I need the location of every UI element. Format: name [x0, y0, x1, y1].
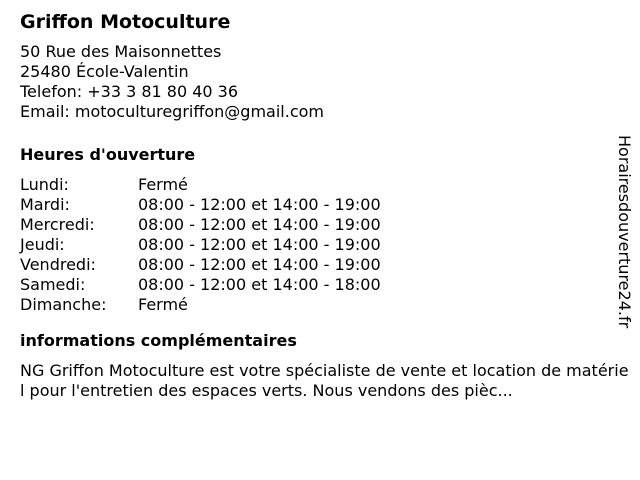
hours-row-tuesday [20, 195, 632, 215]
hours-table [20, 175, 632, 315]
hours-day: Samedi: [20, 275, 86, 294]
hours-time: 08:00 - 12:00 et 14:00 - 18:00 [138, 275, 381, 294]
hours-time: Fermé [138, 175, 188, 194]
hours-row-sunday [20, 295, 632, 315]
hours-row-saturday [20, 275, 632, 295]
hours-row-friday [20, 255, 632, 275]
hours-day: Vendredi: [20, 255, 96, 274]
hours-row-monday [20, 175, 632, 195]
hours-row-thursday [20, 235, 632, 255]
hours-day: Mardi: [20, 195, 70, 214]
phone-line: Telefon: +33 3 81 80 40 36 [20, 82, 239, 101]
hours-day: Mercredi: [20, 215, 95, 234]
hours-time: 08:00 - 12:00 et 14:00 - 19:00 [138, 255, 381, 274]
hours-day: Jeudi: [20, 235, 65, 254]
hours-row-wednesday [20, 215, 632, 235]
info-description: NG Griffon Motoculture est votre spécialiste de vente et location de matériel pour l'entretien des espaces verts. Nous vendons des pièc... [20, 361, 629, 400]
email-line: Email: motoculturegriffon@gmail.com [20, 102, 324, 121]
hours-time: 08:00 - 12:00 et 14:00 - 19:00 [138, 235, 381, 254]
address-street: 50 Rue des Maisonnettes [20, 42, 222, 61]
hours-time: 08:00 - 12:00 et 14:00 - 19:00 [138, 195, 381, 214]
address-city: 25480 École-Valentin [20, 62, 189, 81]
business-card [20, 10, 632, 401]
info-heading: informations complémentaires [20, 331, 297, 350]
hours-day: Lundi: [20, 175, 69, 194]
site-watermark: Horairesdouverture24.fr [615, 135, 634, 329]
hours-time: 08:00 - 12:00 et 14:00 - 19:00 [138, 215, 381, 234]
hours-heading: Heures d'ouverture [20, 145, 196, 164]
hours-time: Fermé [138, 295, 188, 314]
hours-day: Dimanche: [20, 295, 107, 314]
business-name: Griffon Motoculture [20, 11, 231, 33]
